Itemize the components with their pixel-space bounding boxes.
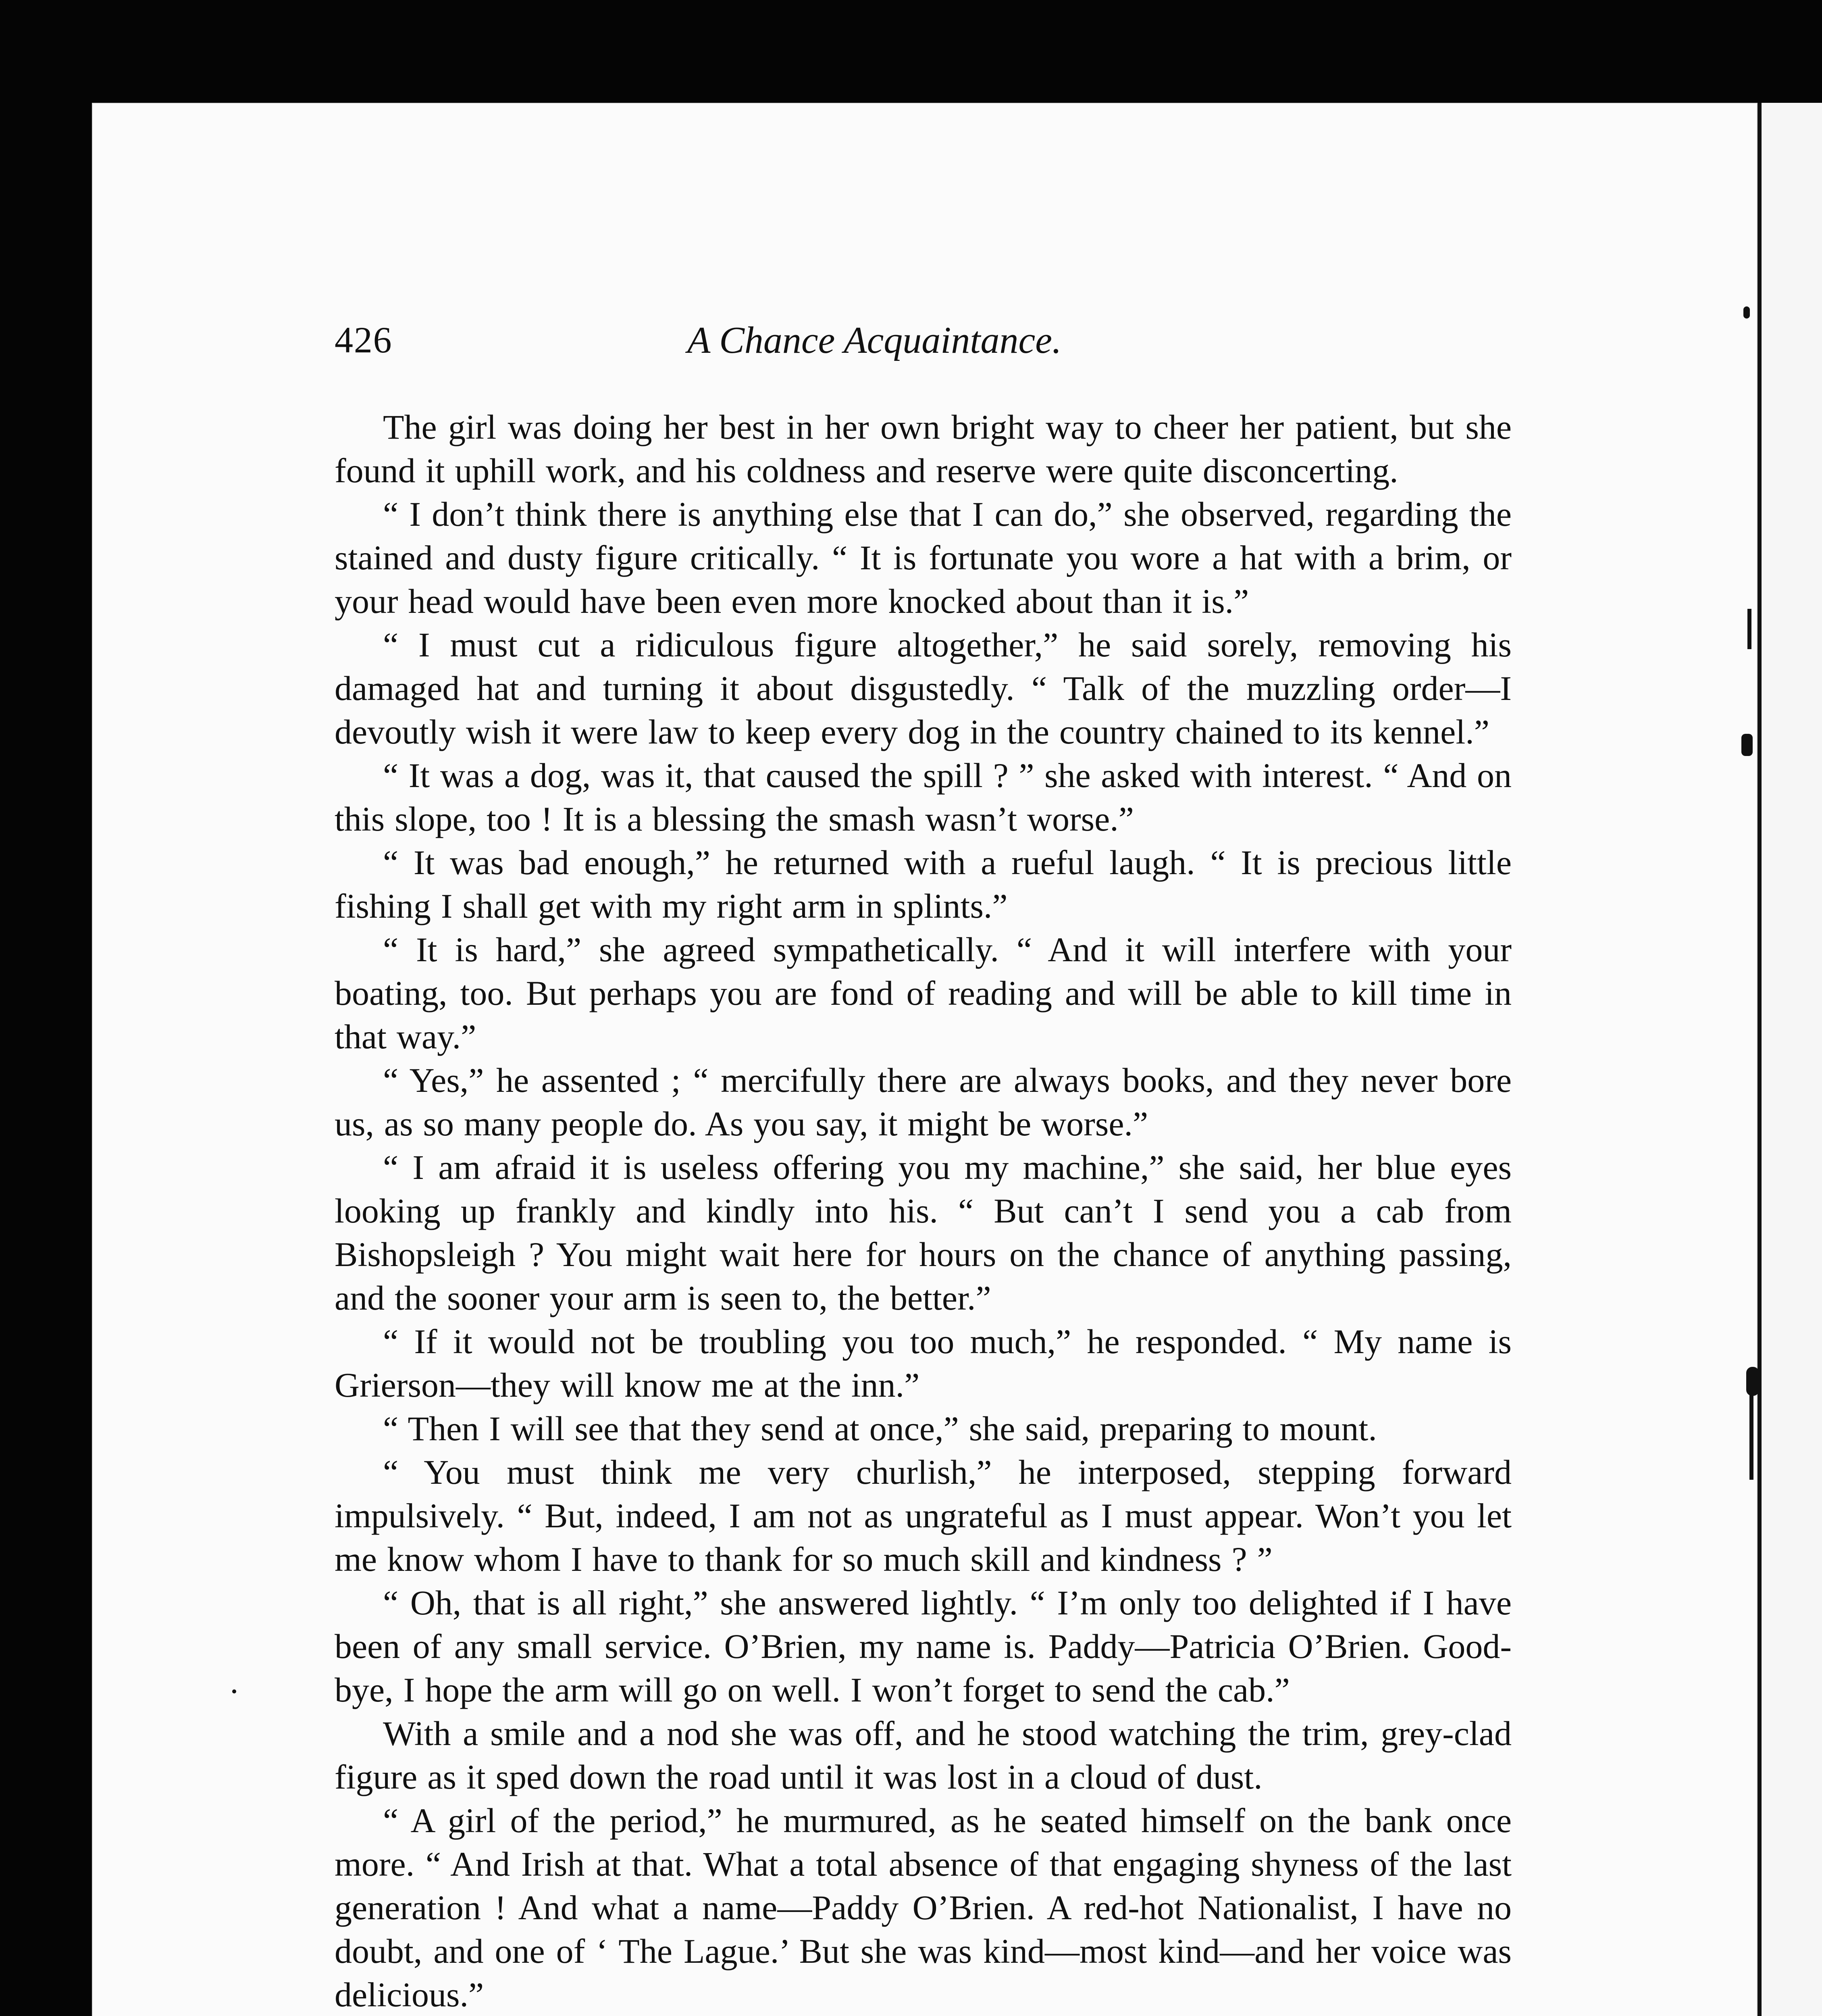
scan-speck (232, 1689, 236, 1693)
scan-speck (1747, 609, 1751, 649)
paragraph: “ I don’t think there is anything else that I can do,” she observed, regarding the stained and dusty figure critically. “ It is fortunate you wore a hat with a brim, or your head would have been even more knocked about than it is.” (335, 495, 1512, 621)
paragraph: With a smile and a nod she was off, and he stood watching the trim, grey-clad figure as it sped down the road until it was lost in a cloud of dust. (335, 1714, 1512, 1796)
adjacent-page-edge (1758, 103, 1822, 2016)
page-header (335, 319, 1512, 367)
scan-speck (1749, 1391, 1753, 1480)
scan-speck (1743, 306, 1750, 319)
scan-speck (1741, 734, 1753, 756)
page-number: 426 (335, 319, 393, 360)
paragraph: “ It is hard,” she agreed sympathetically. “ And it will interfere with your boating, too. But perhaps you are fond of reading and will be able to kill time in that way.” (335, 930, 1512, 1056)
paragraph: “ A girl of the period,” he murmured, as he seated himself on the bank once more. “ And Irish at that. What a total absence of that engaging shyness of the last generation ! And what a name—Paddy O’Brien. A red-hot Nationalist, I have no doubt, and one of ‘ The Lague.’ But she was kind—most kind—and her voice was delicious.” (335, 1801, 1512, 2014)
body-text (335, 405, 1512, 2016)
paragraph: “ Yes,” he assented ; “ mercifully there are always books, and they never bore us, as so many people do. As you say, it might be worse.” (335, 1061, 1512, 1143)
running-title: A Chance Acquaintance. (687, 319, 1062, 361)
paragraph: “ It was a dog, was it, that caused the spill ? ” she asked with interest. “ And on this slope, too ! It is a blessing the smash wasn’t worse.” (335, 756, 1512, 838)
paragraph: “ I am afraid it is useless offering you my machine,” she said, her blue eyes looking up frankly and kindly into his. “ But can’t I send you a cab from Bishopsleigh ? You might wait here for hours on the chance of anything passing, and the sooner your arm is seen to, the better.” (335, 1148, 1512, 1317)
paragraph: The girl was doing her best in her own bright way to cheer her patient, but she found it uphill work, and his coldness and reserve were quite disconcerting. (335, 408, 1512, 490)
paragraph: “ Then I will see that they send at once,” she said, preparing to mount. (383, 1409, 1377, 1448)
paragraph: “ You must think me very churlish,” he interposed, stepping forward impulsively. “ But, indeed, I am not as ungrateful as I must appear. Won’t you let me know whom I have to thank for so much skill and kindness ? ” (335, 1453, 1512, 1579)
paragraph: “ Oh, that is all right,” she answered lightly. “ I’m only too delighted if I have been of any small service. O’Brien, my name is. Paddy—Patricia O’Brien. Good-bye, I hope the arm will go on well. I won’t forget to send the cab.” (335, 1583, 1512, 1709)
paragraph: “ I must cut a ridiculous figure altogether,” he said sorely, removing his damaged hat and turning it about disgustedly. “ Talk of the muzzling order—I devoutly wish it were law to keep every dog in the country chained to its kennel.” (335, 625, 1512, 751)
paragraph: “ It was bad enough,” he returned with a rueful laugh. “ It is precious little fishing I shall get with my right arm in splints.” (335, 843, 1512, 925)
paragraph: “ If it would not be troubling you too much,” he responded. “ My name is Grierson—they will know me at the inn.” (335, 1322, 1512, 1404)
